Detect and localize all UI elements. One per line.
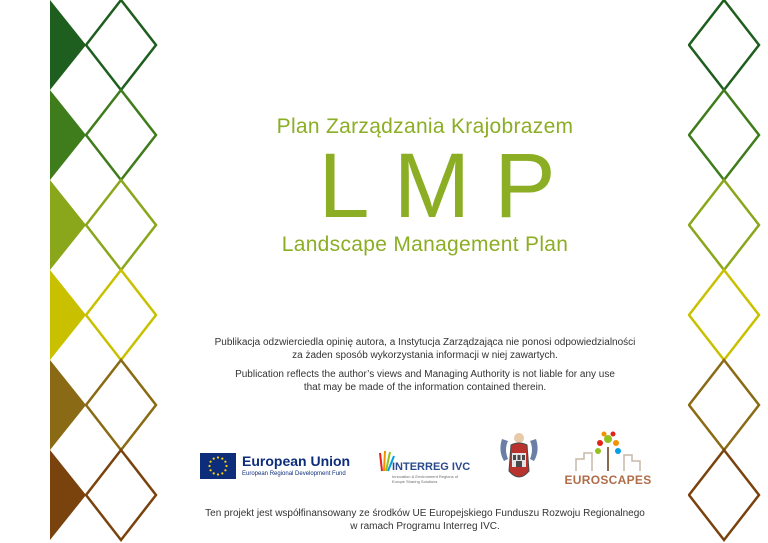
disclaimer-en-line2: that may be made of the information contained therein. [303, 382, 547, 393]
disclaimer-english [150, 368, 700, 394]
eu-flag-icon [200, 453, 236, 479]
euroscapes-tree-icon [562, 429, 654, 473]
eu-title: European Union [242, 453, 351, 469]
disclaimer-pl-line1: Publikacja odzwierciedla opinię autora, a Instytucja Zarządzająca nie ponosi odpowiedzialności [214, 337, 636, 348]
disclaimer-polish [150, 336, 700, 362]
title-acronym: LMP [318, 135, 580, 237]
eu-logo [200, 453, 360, 483]
euroscapes-title: EUROSCAPES [564, 473, 652, 487]
city-crest-icon [496, 431, 542, 487]
right-diamond-border [688, 0, 768, 543]
title-english: Landscape Management Plan [281, 233, 569, 256]
outlined-diamonds [86, 0, 156, 540]
interreg-subtitle: Innovation & Environment Regions of Europe Sharing Solutions [392, 474, 459, 484]
title-polish: Plan Zarządzania Krajobrazem [276, 115, 574, 138]
funding-note [150, 507, 700, 533]
interreg-title: INTERREG IVC [392, 461, 471, 473]
sponsor-logos [190, 425, 670, 491]
eu-subtitle: European Regional Development Fund [242, 471, 346, 477]
disclaimer-en-line1: Publication reflects the author’s views and Managing Authority is not liable for any use [235, 369, 615, 380]
disclaimer-pl-line2: za żaden sposób wykorzystania informacji w niej zawartych. [292, 350, 558, 361]
funding-note-line2: w ramach Programu Interreg IVC. [350, 521, 500, 532]
left-diamond-border [0, 0, 160, 543]
euroscapes-logo [562, 429, 654, 489]
filled-diamonds [50, 0, 86, 540]
funding-note-line1: Ten projekt jest współfinansowany ze środków UE Europejskiego Funduszu Rozwoju Regionalnego [205, 508, 645, 519]
interreg-logo [378, 449, 478, 485]
